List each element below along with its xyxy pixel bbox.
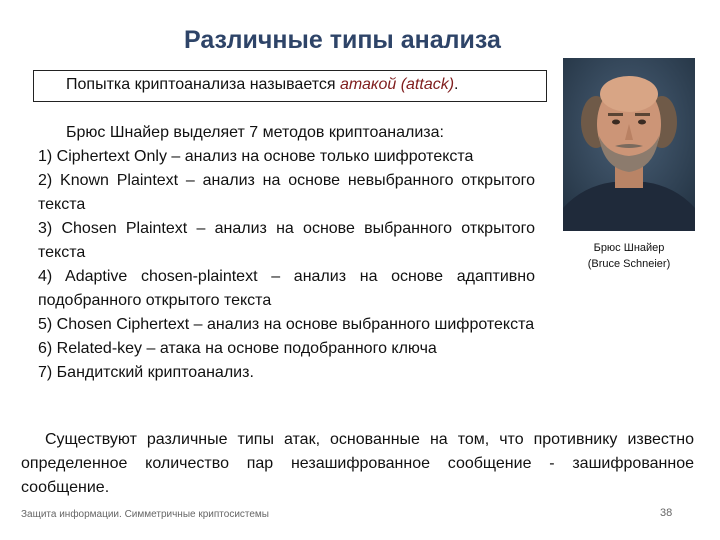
definition-box bbox=[33, 70, 547, 102]
method-item: 6) Related-key – атака на основе подобранного ключа bbox=[38, 340, 437, 357]
portrait-photo bbox=[563, 58, 695, 231]
caption-latin-name: (Bruce Schneier) bbox=[587, 258, 671, 270]
definition-highlight: атакой (attack) bbox=[339, 76, 455, 93]
methods-list bbox=[38, 121, 535, 385]
method-item: 4) Adaptive chosen-plaintext – анализ на основе адаптивно подобранного открытого текста bbox=[38, 268, 535, 309]
caption-name: Брюс Шнайер bbox=[593, 242, 665, 254]
method-item: 5) Chosen Ciphertext – анализ на основе выбранного шифротекста bbox=[38, 316, 535, 333]
definition-prefix: Попытка криптоанализа называется bbox=[66, 76, 340, 93]
slide-title: Различные типы анализа bbox=[184, 26, 501, 54]
portrait-illustration bbox=[563, 58, 695, 231]
method-item: 3) Chosen Plaintext – анализ на основе выбранного открытого текста bbox=[38, 220, 535, 261]
photo-caption bbox=[563, 240, 695, 272]
method-item: 2) Known Plaintext – анализ на основе невыбранного открытого текста bbox=[38, 172, 535, 213]
method-item: 1) Ciphertext Only – анализ на основе только шифротекста bbox=[38, 148, 474, 165]
footer-course-title: Защита информации. Симметричные криптосистемы bbox=[21, 509, 269, 520]
conclusion-paragraph: Существуют различные типы атак, основанные на том, что противнику известно определенное количество пар незашифрованное сообщение - зашифрованное сообщение. bbox=[21, 431, 694, 496]
methods-intro: Брюс Шнайер выделяет 7 методов криптоанализа: bbox=[66, 124, 444, 141]
definition-suffix: . bbox=[454, 76, 459, 93]
page-number: 38 bbox=[660, 507, 673, 519]
method-item: 7) Бандитский криптоанализ. bbox=[38, 364, 254, 381]
